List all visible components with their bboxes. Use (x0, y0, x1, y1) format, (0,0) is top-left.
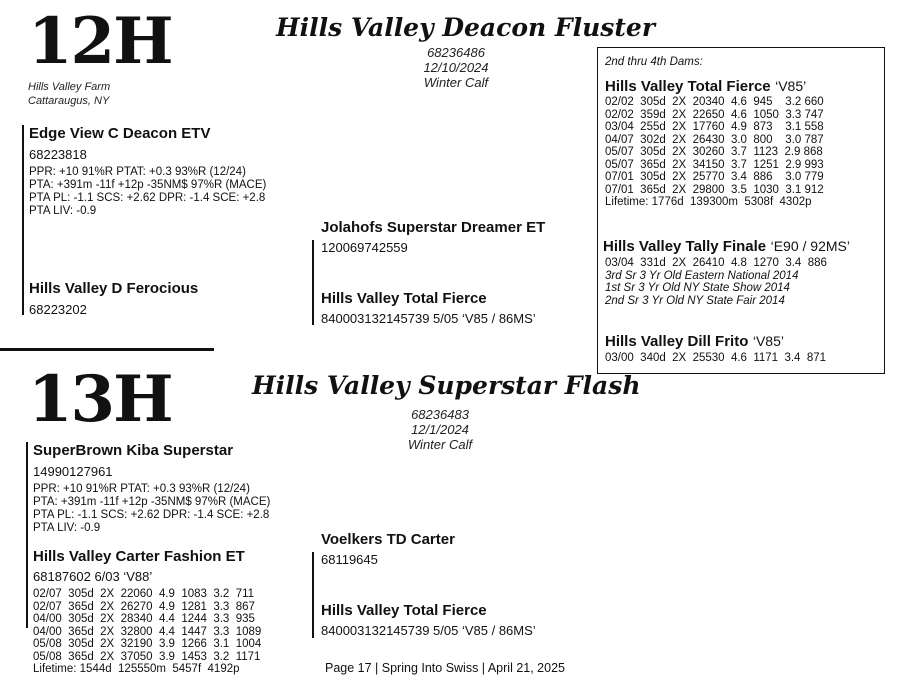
dam2-records (605, 96, 824, 209)
record-row: 03/04 331d 2X 26410 4.8 1270 3.4 886 (605, 257, 827, 269)
dam4-heading (605, 333, 784, 351)
dam-name: Hills Valley Carter Fashion ET (33, 548, 245, 565)
sire-name: Edge View C Deacon ETV (29, 125, 211, 142)
animal-info (340, 407, 540, 452)
animal-info (356, 45, 556, 90)
dam2-heading (605, 78, 806, 96)
pedigree-bracket (22, 125, 24, 315)
sire-reg: 68223818 (29, 147, 87, 162)
record-row: 02/07 365d 2X 26270 4.9 1281 3.3 867 (33, 600, 255, 613)
farm-name: Hills Valley Farm (28, 81, 111, 93)
birth-date: 12/10/2024 (423, 60, 489, 75)
dam-dam-name: Hills Valley Total Fierce (321, 602, 487, 619)
sire-proof-line: PTA: +391m -11f +12p -35NM$ 97%R (MACE) (29, 179, 267, 191)
class: Winter Calf (407, 437, 473, 452)
dams-box (597, 47, 885, 374)
dam-dam-reg-info: 840003132145739 5/05 ‘V85 / 86MS’ (321, 623, 536, 638)
dam-block (321, 290, 536, 327)
dam-sire-reg: 120069742559 (321, 240, 408, 255)
pedigree-bracket (312, 240, 314, 325)
award-line: 3rd Sr 3 Yr Old Eastern National 2014 (605, 269, 799, 282)
reg-number: 68236486 (427, 45, 485, 60)
pedigree-bracket (26, 442, 28, 628)
sire-block (33, 442, 323, 535)
dams-box-header: 2nd thru 4th Dams: (605, 56, 703, 68)
page-footer: Page 17 | Spring Into Swiss | April 21, 2025 (325, 661, 565, 675)
sire-block (29, 125, 319, 218)
birth-date: 12/1/2024 (411, 422, 469, 437)
sire-proof-line: PTA: +391m -11f +12p -35NM$ 97%R (MACE) (33, 496, 271, 508)
dam-sire-reg: 68119645 (321, 552, 378, 567)
dam-reg-info: 68187602 6/03 ‘V88’ (33, 569, 153, 584)
record-row: 05/08 365d 2X 37050 3.9 1453 3.2 1171 (33, 650, 261, 663)
record-row: 02/07 305d 2X 22060 4.9 1083 3.2 711 (33, 588, 255, 600)
animal-name: Hills Valley Deacon Fluster (276, 13, 656, 42)
dam4-records (605, 352, 826, 365)
reg-number: 68236483 (411, 407, 469, 422)
sire-dam-reg: 68223202 (29, 302, 87, 317)
record-row: 04/00 365d 2X 32800 4.4 1447 3.3 1089 (33, 625, 262, 638)
record-row: 07/01 305d 2X 25770 3.4 886 3.0 779 (605, 171, 824, 183)
sire-proof-line: PTA PL: -1.1 SCS: +2.62 DPR: -1.4 SCE: +2.8 (33, 509, 270, 521)
dam-sire-name: Voelkers TD Carter (321, 531, 455, 548)
dam-name: Hills Valley Total Fierce (321, 290, 487, 307)
award-line: 1st Sr 3 Yr Old NY State Show 2014 (605, 282, 790, 294)
sire-name: SuperBrown Kiba Superstar (33, 442, 234, 459)
dam-sire-name: Jolahofs Superstar Dreamer ET (321, 219, 546, 236)
dam-dam-block (321, 602, 536, 639)
dam3-score: ‘E90 / 92MS’ (770, 238, 850, 254)
record-row: 04/07 302d 2X 26430 3.0 800 3.0 787 (605, 133, 824, 146)
lot-number: 13H (28, 362, 172, 437)
record-row: 05/07 305d 2X 30260 3.7 1123 2.9 868 (605, 146, 823, 158)
record-row: 07/01 365d 2X 29800 3.5 1030 3.1 912 (605, 183, 824, 196)
dam3-records (605, 257, 827, 307)
record-row: 02/02 359d 2X 22650 4.6 1050 3.3 747 (605, 108, 824, 121)
lifetime-row: Lifetime: 1544d 125550m 5457f 4192p (33, 663, 240, 675)
sire-dam-block (29, 280, 198, 318)
dam2-name: Hills Valley Total Fierce (605, 78, 771, 95)
lot-number: 12H (28, 4, 172, 79)
sire-proof-line: PTA LIV: -0.9 (33, 522, 101, 534)
dam-sire-block (321, 531, 455, 568)
sire-proof-line: PPR: +10 91%R PTAT: +0.3 93%R (12/24) (29, 166, 246, 178)
dam-records (33, 588, 261, 676)
dam-sire-block (321, 219, 545, 256)
sire-proof-line: PTA PL: -1.1 SCS: +2.62 DPR: -1.4 SCE: +2.8 (29, 192, 266, 204)
record-row: 05/07 365d 2X 34150 3.7 1251 2.9 993 (605, 158, 824, 171)
dam-block (33, 548, 261, 676)
sire-reg: 14990127961 (33, 464, 113, 479)
record-row: 03/00 340d 2X 25530 4.6 1171 3.4 871 (605, 352, 827, 364)
dam2-score: ‘V85’ (775, 78, 807, 94)
dam4-score: ‘V85’ (752, 333, 784, 349)
dam-reg-info: 840003132145739 5/05 ‘V85 / 86MS’ (321, 311, 536, 326)
record-row: 02/02 305d 2X 20340 4.6 945 3.2 660 (605, 96, 824, 108)
class: Winter Calf (423, 75, 489, 90)
animal-name: Hills Valley Superstar Flash (252, 371, 641, 400)
dam3-heading (603, 238, 850, 256)
sire-proof-line: PTA LIV: -0.9 (29, 205, 97, 217)
record-row: 05/08 305d 2X 32190 3.9 1266 3.1 1004 (33, 638, 262, 650)
record-row: 04/00 305d 2X 28340 4.4 1244 3.3 935 (33, 613, 255, 625)
lifetime-row: Lifetime: 1776d 139300m 5308f 4302p (605, 196, 812, 208)
award-line: 2nd Sr 3 Yr Old NY State Fair 2014 (605, 294, 785, 307)
lot-separator (0, 348, 214, 351)
pedigree-bracket (312, 552, 314, 638)
sire-proof-line: PPR: +10 91%R PTAT: +0.3 93%R (12/24) (33, 483, 250, 495)
dam4-name: Hills Valley Dill Frito (605, 333, 749, 350)
record-row: 03/04 255d 2X 17760 4.9 873 3.1 558 (605, 121, 824, 133)
farm-location: Cattaraugus, NY (28, 95, 110, 107)
dam3-name: Hills Valley Tally Finale (603, 238, 767, 255)
sire-dam-name: Hills Valley D Ferocious (29, 280, 199, 297)
